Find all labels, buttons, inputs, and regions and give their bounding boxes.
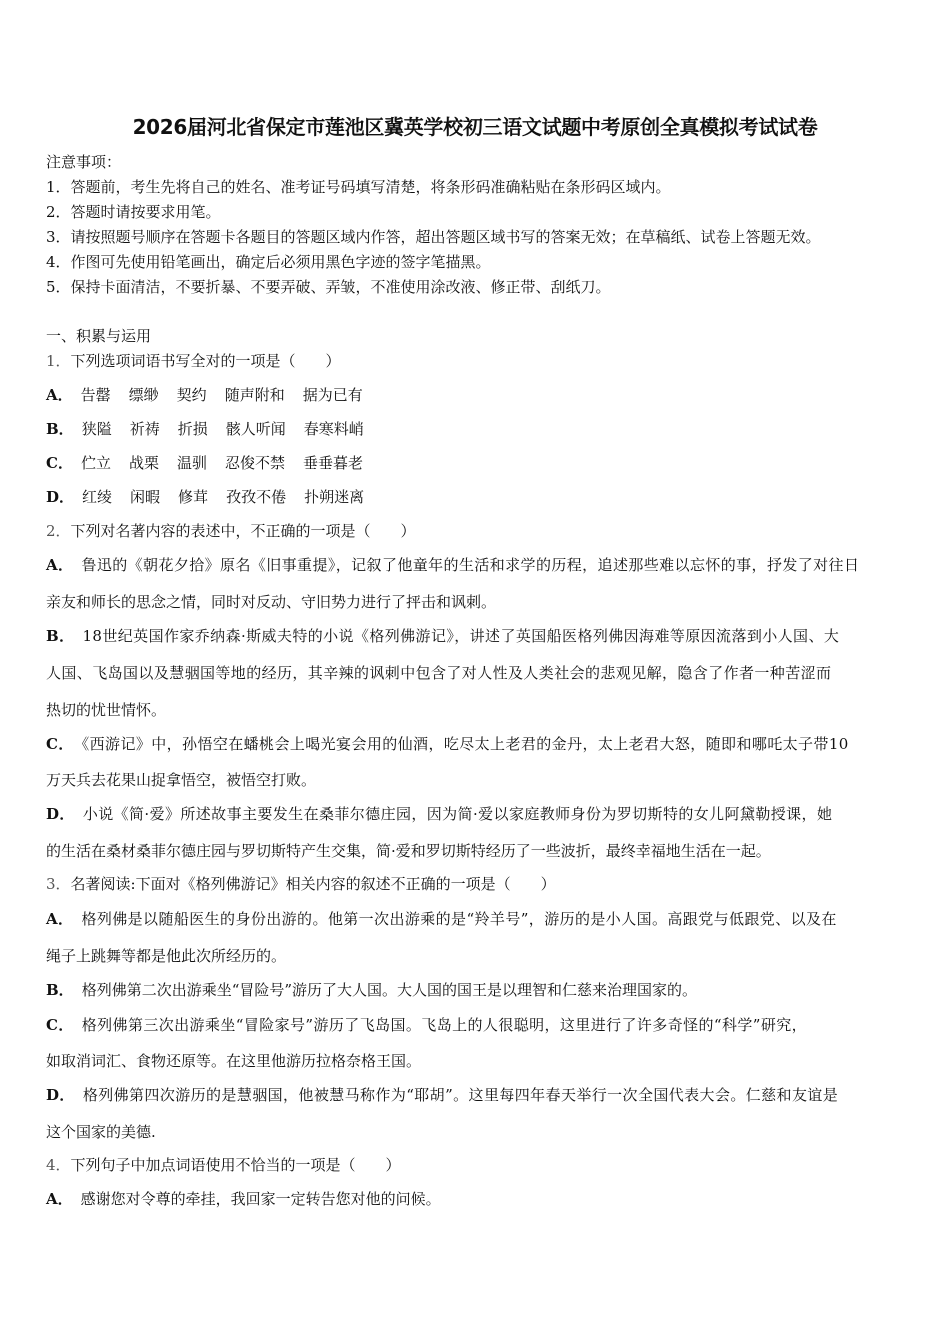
option-text: 格列佛是以随船医生的身份出游的。他第一次出游乘的是“羚羊号”，游历的是小人国。高跟党与低跟党、以及在 — [81, 910, 837, 928]
question-1 — [46, 351, 341, 371]
question-stem: 下列句子中加点词语使用不恰当的一项是（ ） — [70, 1156, 401, 1174]
option-text: 格列佛第四次游历的是慧骃国，他被慧马称作为“耶胡”。这里每四年春天举行一次全国代表大会。仁慈和友谊是 — [82, 1086, 839, 1104]
option-text: 《西游记》中，孙悟空在蟠桃会上喝光宴会用的仙酒，吃尽太上老君的金丹，太上老君大怒，随即和哪吒太子带10 — [81, 735, 849, 753]
option-label: B． — [46, 627, 75, 645]
option-word: 温驯 — [176, 454, 207, 472]
q3-option-a-line-1 — [46, 909, 837, 929]
option-label: A． — [46, 556, 74, 574]
question-2 — [46, 521, 416, 541]
q3-option-c-line-2: 如取消词汇、食物还原等。在这里他游历拉格奈格王国。 — [46, 1052, 422, 1070]
option-label: D． — [46, 805, 75, 823]
q2-option-d-line-2: 的生活在桑材桑菲尔德庄园与罗切斯特产生交集，简·爱和罗切斯特经历了一些波折，最终幸福地生活在一起。 — [46, 842, 771, 860]
question-number: 1． — [46, 352, 71, 370]
notice-heading: 注意事项： — [46, 153, 122, 171]
question-number: 4． — [46, 1156, 71, 1174]
q2-option-c-line-2: 万天兵去花果山捉拿悟空，被悟空打败。 — [46, 771, 317, 789]
q4-option-a — [46, 1189, 441, 1209]
page-title: 2026届河北省保定市莲池区冀英学校初三语文试题中考原创全真模拟考试试卷 — [132, 115, 818, 139]
q3-option-a-line-2: 绳子上跳舞等都是他此次所经历的。 — [46, 947, 287, 965]
option-word: 伫立 — [80, 454, 111, 472]
option-word: 折损 — [177, 420, 208, 438]
option-label: C． — [46, 454, 73, 472]
option-word: 契约 — [176, 386, 207, 404]
q2-option-d-line-1 — [46, 804, 832, 824]
option-text: 格列佛第三次出游乘坐“冒险家号”游历了飞岛国。飞岛上的人很聪明，这里进行了许多奇怪的“科学”研究， — [81, 1016, 808, 1034]
q3-option-b — [46, 980, 697, 1000]
option-word: 随声附和 — [224, 386, 285, 404]
q2-option-c-line-1 — [46, 734, 849, 754]
q1-option-c — [46, 453, 363, 473]
option-word: 春寒料峭 — [303, 420, 364, 438]
q2-option-b-line-3: 热切的忧世情怀。 — [46, 701, 167, 719]
option-label: D． — [46, 1086, 75, 1104]
option-text: 鲁迅的《朝花夕拾》原名《旧事重提》，记叙了他童年的生活和求学的历程，追述那些难以忘怀的事，抒发了对往日 — [81, 556, 860, 574]
question-number: 2． — [46, 522, 71, 540]
q3-option-d-line-2: 这个国家的美德. — [46, 1123, 156, 1141]
q1-option-d — [46, 487, 364, 507]
option-text: 格列佛第二次出游乘坐“冒险号”游历了大人国。大人国的国王是以理智和仁慈来治理国家的。 — [81, 981, 698, 999]
question-4 — [46, 1155, 401, 1175]
question-stem: 下列对名著内容的表述中，不正确的一项是（ ） — [70, 522, 416, 540]
q2-option-b-line-2: 人国、飞岛国以及慧骃国等地的经历，其辛辣的讽刺中包含了对人性及人类社会的悲观见解，隐含了作者一种苦涩而 — [46, 664, 832, 682]
option-word: 祈祷 — [129, 420, 160, 438]
notice-item-5: 5．保持卡面清洁，不要折暴、不要弄破、弄皱，不准使用涂改液、修正带、刮纸刀。 — [46, 278, 611, 296]
option-label: A． — [46, 1190, 73, 1208]
option-text: 小说《简·爱》所述故事主要发生在桑菲尔德庄园，因为简·爱以家庭教师身份为罗切斯特的女儿阿黛勒授课，她 — [82, 805, 833, 823]
option-word: 忍俊不禁 — [225, 454, 286, 472]
section-heading: 一、积累与运用 — [46, 327, 152, 345]
question-stem: 名著阅读:下面对《格列佛游记》相关内容的叙述不正确的一项是（ ） — [70, 875, 556, 893]
option-word: 缥缈 — [128, 386, 159, 404]
question-stem: 下列选项词语书写全对的一项是（ ） — [70, 352, 341, 370]
option-text: 18世纪英国作家乔纳森·斯威夫特的小说《格列佛游记》，讲述了英国船医格列佛因海难等原因流落到小人国、大 — [82, 627, 840, 645]
q1-option-b — [46, 419, 364, 439]
question-3 — [46, 874, 556, 894]
option-label: C． — [46, 1016, 74, 1034]
option-word: 据为已有 — [302, 386, 363, 404]
option-label: D． — [46, 488, 75, 506]
notice-item-3: 3．请按照题号顺序在答题卡各题目的答题区域内作答，超出答题区域书写的答案无效；在草稿纸、试卷上答题无效。 — [46, 228, 821, 246]
option-word: 闲暇 — [130, 488, 161, 506]
option-word: 修茸 — [178, 488, 209, 506]
notice-item-1: 1．答题前，考生先将自己的姓名、准考证号码填写清楚，将条形码准确粘贴在条形码区域内。 — [46, 178, 671, 196]
option-label: B． — [46, 981, 74, 999]
option-word: 孜孜不倦 — [226, 488, 287, 506]
option-word: 垂垂暮老 — [303, 454, 364, 472]
option-text: 感谢您对令尊的牵挂，我回家一定转告您对他的问候。 — [80, 1190, 441, 1208]
notice-item-4: 4．作图可先使用铅笔画出，确定后必须用黑色字迹的签字笔描黑。 — [46, 253, 491, 271]
q3-option-d-line-1 — [46, 1085, 838, 1105]
notice-item-2: 2．答题时请按要求用笔。 — [46, 203, 221, 221]
option-word: 战栗 — [128, 454, 159, 472]
option-word: 骸人听闻 — [225, 420, 286, 438]
option-label: A． — [46, 910, 74, 928]
option-label: B． — [46, 420, 74, 438]
q2-option-a-line-2: 亲友和师长的思念之情，同时对反动、守旧势力进行了抨击和讽刺。 — [46, 593, 497, 611]
q2-option-b-line-1 — [46, 626, 839, 646]
q2-option-a-line-1 — [46, 555, 859, 575]
option-word: 扑朔迷离 — [304, 488, 365, 506]
q1-option-a — [46, 385, 363, 405]
option-label: A． — [46, 386, 73, 404]
option-word: 红绫 — [82, 488, 113, 506]
q3-option-c-line-1 — [46, 1015, 807, 1035]
option-word: 狭隘 — [81, 420, 112, 438]
option-word: 告罄 — [80, 386, 111, 404]
question-number: 3． — [46, 875, 71, 893]
option-label: C． — [46, 735, 74, 753]
